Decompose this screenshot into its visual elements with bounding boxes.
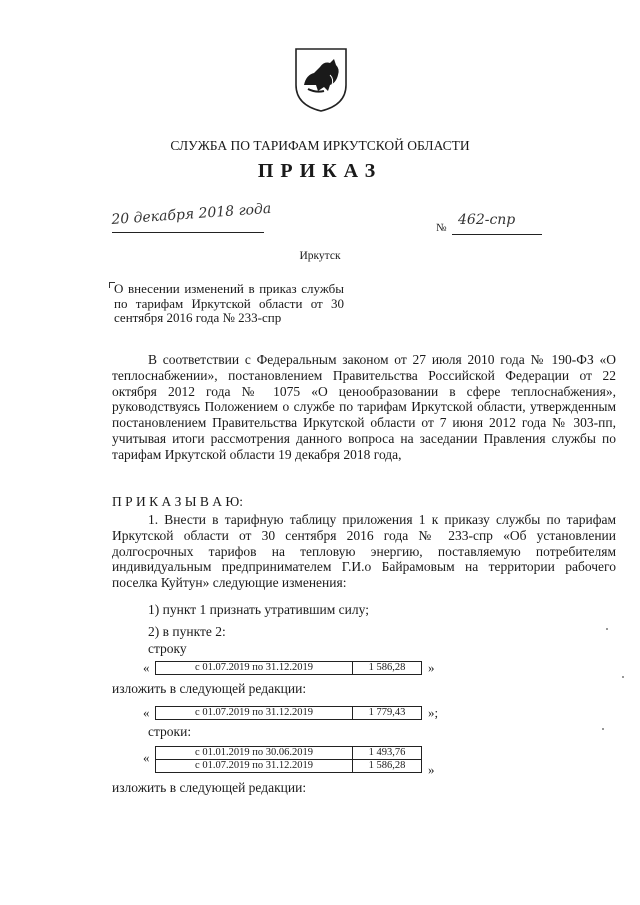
coat-of-arms-emblem — [290, 45, 352, 113]
quote-open: « — [143, 750, 150, 765]
scan-speck — [606, 628, 608, 630]
rows-word: строки: — [148, 724, 192, 739]
quote-open: « — [143, 705, 150, 720]
organization-name: СЛУЖБА ПО ТАРИФАМ ИРКУТСКОЙ ОБЛАСТИ — [170, 138, 470, 153]
item-1-1: 1) пункт 1 признать утратившим силу; — [148, 602, 369, 617]
tariff-table-old-row — [155, 661, 422, 675]
scan-speck — [622, 676, 624, 678]
period-cell: с 01.07.2019 по 31.12.2019 — [156, 662, 353, 675]
order-word: П Р И К А З Ы В А Ю: — [112, 494, 244, 509]
handwritten-number: 462-спр — [458, 212, 516, 228]
period-cell: с 01.07.2019 по 31.12.2019 — [156, 707, 353, 720]
row-word: строку — [148, 641, 187, 656]
table-row — [156, 760, 422, 773]
value-cell: 1 493,76 — [353, 747, 422, 760]
table-row — [156, 747, 422, 760]
tariff-table-old-rows — [155, 746, 422, 773]
quote-close: » — [428, 660, 435, 675]
number-underline — [452, 234, 542, 235]
table-row — [156, 707, 422, 720]
document-type-title: ПРИКАЗ — [257, 160, 383, 182]
document-subject: О внесении изменений в приказ службы по тарифам Иркутской области от 30 сентября 2016 года № 233-спр — [114, 281, 344, 325]
period-cell: с 01.07.2019 по 31.12.2019 — [156, 760, 353, 773]
date-underline — [112, 232, 264, 233]
quote-close-semicolon: »; — [428, 705, 439, 720]
scan-speck — [602, 728, 604, 730]
replace-phrase-1: изложить в следующей редакции: — [112, 681, 307, 696]
replace-phrase-2: изложить в следующей редакции: — [112, 780, 307, 795]
table-row — [156, 662, 422, 675]
item-1-paragraph: 1. Внести в тарифную таблицу приложения 1 к приказу службы по тарифам Иркутской области от 30 сентября 2016 года № 233-спр «Об установлении долгосрочных тарифов на тепловую энергию, поставляемую потребителям индивидуальным предпринимателем Г.И.о Байрамовым на территории рабочего поселка Куйтун» следующие изменения: — [112, 512, 616, 591]
quote-open: « — [143, 660, 150, 675]
number-sign: № — [436, 222, 447, 234]
value-cell: 1 586,28 — [353, 662, 422, 675]
value-cell: 1 586,28 — [353, 760, 422, 773]
item-1-2: 2) в пункте 2: — [148, 624, 226, 639]
preamble-paragraph: В соответствии с Федеральным законом от 27 июля 2010 года № 190-ФЗ «О теплоснабжении», постановлением Правительства Российской Федерации от 22 октября 2012 года № 1075 «О ценообразовании в сфере теплоснабжения», руководствуясь Положением о службе по тарифам Иркутской области, утвержденным постановлением Правительства Иркутской области от 7 июня 2012 года № 303-пп, учитывая итоги рассмотрения данного вопроса на заседании Правления службы по тарифам Иркутской области 19 декабря 2018 года, — [112, 352, 616, 462]
period-cell: с 01.01.2019 по 30.06.2019 — [156, 747, 353, 760]
handwritten-date: 20 декабря 2018 года — [110, 200, 272, 228]
quote-close: » — [428, 762, 435, 777]
tariff-table-new-row — [155, 706, 422, 720]
value-cell: 1 779,43 — [353, 707, 422, 720]
city-name: Иркутск — [299, 250, 341, 262]
